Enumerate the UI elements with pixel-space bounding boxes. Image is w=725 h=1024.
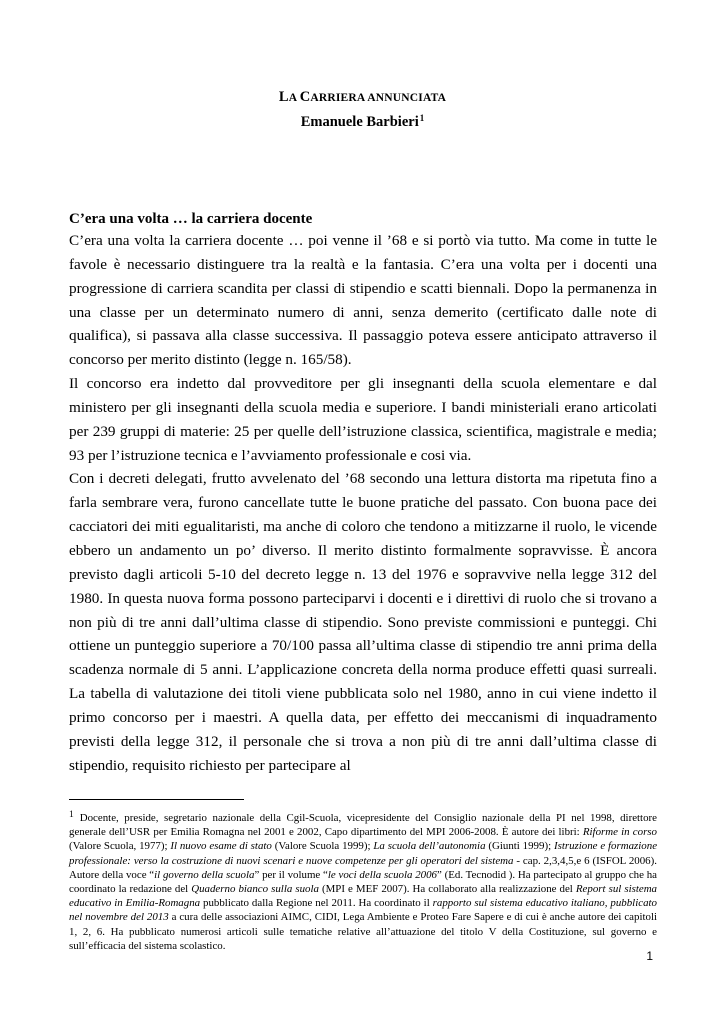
footnote-italic-title: Quaderno bianco sulla suola — [191, 883, 319, 896]
body-text — [69, 229, 657, 777]
footnote-separator — [69, 799, 244, 800]
author-line — [0, 109, 725, 131]
footnote-italic-title: Il nuovo esame di stato — [170, 840, 272, 853]
author-footnote-ref[interactable]: 1 — [419, 113, 425, 123]
footnote-italic-title: le voci della scuola 2006 — [327, 868, 437, 881]
footnote-text: Docente, preside, segretario nazionale della Cgil-Scuola, vicepresidente del Consiglio nazionale della PI nel 1998, direttore generale dell’USR per Emilia Romagna nel 2001 e 2002, Capo dipartimento del MPI 2006-2008. È autore dei libri: — [69, 812, 657, 839]
footnote-italic-title: il governo della scuola — [154, 868, 255, 881]
footnote-text: (Giunti 1999); — [485, 840, 554, 853]
paragraph: Il concorso era indetto dal provveditore per gli insegnanti della scuola elementare e dal ministero per gli insegnanti della scuola media e superiore. I bandi ministeriali erano articolati per 239 gruppi di materie: 25 per quelle dell’istruzione classica, scientifica, magistrale e media; 93 per l’istruzione tecnica e l’avviamento professionale e cosi via. — [69, 375, 657, 464]
footnote-text: - cap. 2,3,4,5,e 6 (ISFOL 2006). Autore della voce “ — [69, 854, 657, 881]
document-title — [0, 88, 725, 107]
paragraph: C’era una volta la carriera docente … poi venne il ’68 e si portò via tutto. Ma come in tutte le favole è necessario distinguere tra la realtà e la fantasia. C’era una volta per i docenti una progressione di carriera scandita per classi di stipendio e scatti biennali. Dopo la permanenza in una classe per un determinato numero di anni, senza demerito (certificato dalle note di qualifica), si passava alla classe successiva. Il passaggio poteva essere anticipato attraverso il concorso per merito distinto (legge n. 165/58). — [69, 232, 657, 369]
author-name: Emanuele Barbieri — [300, 114, 419, 130]
footnote — [69, 808, 657, 953]
footnote-italic-title: Report sul sistema educativo in Emilia-Romagna — [69, 883, 657, 910]
footnote-italic-title: Istruzione e formazione professionale: verso la costruzione di nuovi scenari e nuove competenze per gli operatori del sistema — [69, 840, 658, 867]
title-initial-l: L — [278, 89, 289, 105]
footnote-text: (Valore Scuola, 1977); — [69, 840, 171, 853]
footnote-text: pubblicato dalla Regione nel 2011. Ha coordinato il — [200, 897, 433, 910]
title-initial-c: C — [299, 89, 311, 105]
page-number: 1 — [646, 949, 653, 963]
footnote-italic-title: rapporto sul sistema educativo italiano, pubblicato nel novembre del 2013 — [69, 897, 657, 924]
title-smallcaps-a: A — [288, 92, 300, 104]
title-block — [0, 88, 725, 131]
footnote-italic-title: La scuola dell’autonomia — [373, 840, 486, 853]
footnote-italic-title: Riforme in corso — [582, 826, 657, 839]
paragraph: Con i decreti delegati, frutto avvelenato del ’68 secondo una lettura distorta ma ripetuta fino a farla sembrare vera, furono cancellate tutte le buone pratiche del passato. Con buona pace dei cacciatori dei miti egualitaristi, ma anche di coloro che tendono a mitizzarne il ruolo, le vicende ebbero un andamento un po’ diverso. Il merito distinto formalmente sopravvisse. È ancora previsto dagli articoli 5-10 del decreto legge n. 13 del 1976 e sopravvive nella legge 312 del 1980. In questa nuova forma possono parteciparvi i docenti e i direttivi di ruolo che si trovano a non più di tre anni dall’ultima classe di stipendio. Sono previste commissioni e punteggi. Chi ottiene un punteggio superiore a 70/100 passa all’ultima classe di stipendio tre anni prima della scadenza normale di 5 anni. L’applicazione concreta della norma produce effetti quasi surreali. La tabella di valutazione dei titoli viene pubblicata solo nel 1980, anno in cui viene indetto il primo concorso per i maestri. A quella data, per effetto dei meccanismi di inquadramento previsti della legge 312, il personale che si trova a non più di tre anni dall’ultima classe di stipendio, requisito richiesto per partecipare al — [69, 470, 657, 774]
footnote-text: (Valore Scuola 1999); — [271, 840, 374, 853]
footnote-text: ” (Ed. Tecnodid ). Ha partecipato al gruppo che ha coordinato la redazione del — [69, 868, 658, 896]
footnote-text: a cura delle associazioni AIMC, CIDI, Lega Ambiente e Proteo Fare Sapere e di cui è anche autore dei capitoli 1, 2, 6. Ha pubblicato numerosi articoli sulle tematiche relative all’attuazione del titolo V della Costituzione, sul governo e sull’efficacia del sistema scolastico. — [69, 911, 657, 952]
footnote-mark: 1 — [69, 810, 74, 820]
footnote-text: (MPI e MEF 2007). Ha collaborato alla realizzazione del — [318, 883, 576, 896]
title-smallcaps-rest: ARRIERA ANNUNCIATA — [310, 92, 447, 104]
section-heading: C’era una volta … la carriera docente — [69, 211, 313, 227]
footnote-text: ” per il volume “ — [254, 868, 328, 881]
